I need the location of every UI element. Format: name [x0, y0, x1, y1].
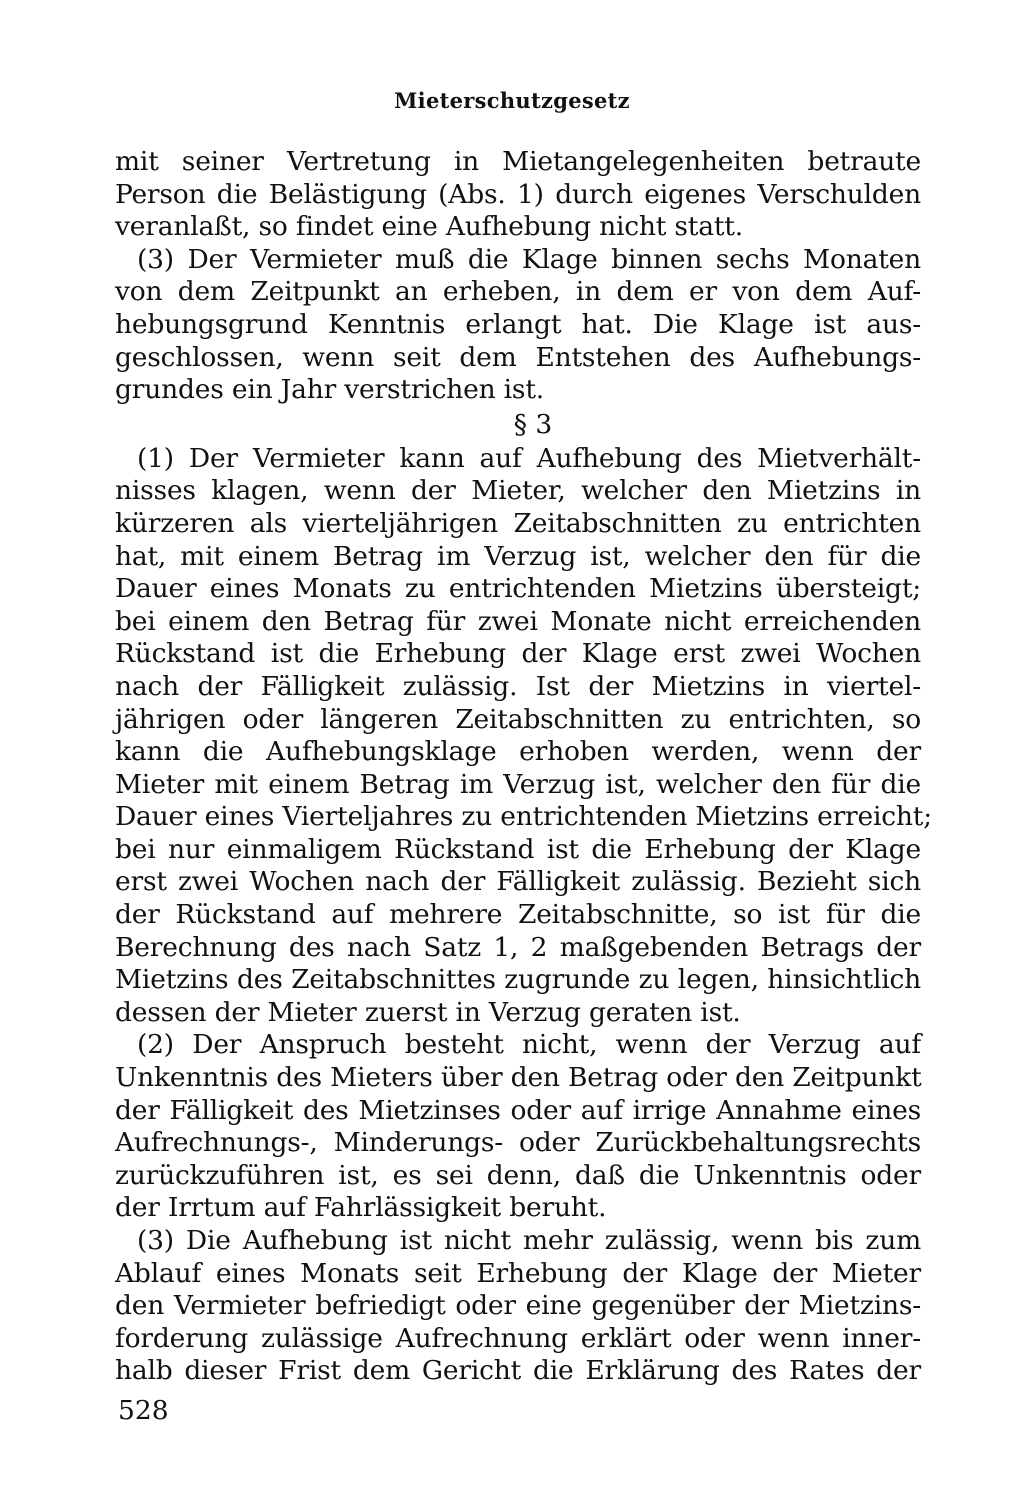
text-line: (1) Der Vermieter kann auf Aufhebung des Mietverhält-	[137, 442, 921, 474]
page-number: 528	[118, 1395, 169, 1426]
text-line: erst zwei Wochen nach der Fälligkeit zulässig. Bezieht sich	[115, 866, 921, 898]
text-line: zurückzuführen ist, es sei denn, daß die Unkenntnis oder	[115, 1159, 921, 1191]
text-line: forderung zulässige Aufrechnung erklärt oder wenn inner-	[115, 1322, 921, 1354]
text-line: Mieter mit einem Betrag im Verzug ist, welcher den für die	[115, 768, 921, 800]
text-line: hat, mit einem Betrag im Verzug ist, welcher den für die	[115, 540, 921, 572]
text-line: der Fälligkeit des Mietzinses oder auf irrige Annahme eines	[115, 1094, 921, 1126]
text-line: bei nur einmaligem Rückstand ist die Erhebung der Klage	[115, 833, 921, 865]
running-head: Mieterschutzgesetz	[394, 88, 630, 113]
text-line: nisses klagen, wenn der Mieter, welcher den Mietzins in	[115, 475, 921, 507]
section-heading: § 3	[513, 408, 553, 440]
body-text	[115, 146, 932, 1388]
text-line: Dauer eines Vierteljahres zu entrichtenden Mietzins erreicht;	[115, 801, 932, 833]
paragraph-group-top	[115, 146, 921, 407]
text-line: der Irrtum auf Fahrlässigkeit beruht.	[115, 1192, 607, 1224]
text-line: bei einem den Betrag für zwei Monate nicht erreichenden	[115, 605, 921, 637]
text-line: grundes ein Jahr verstrichen ist.	[115, 374, 545, 406]
text-line: kürzeren als vierteljährigen Zeitabschnitten zu entrichten	[115, 507, 921, 539]
text-line: kann die Aufhebungsklage erhoben werden, wenn der	[115, 736, 921, 768]
text-line: der Rückstand auf mehrere Zeitabschnitte, so ist für die	[115, 899, 921, 931]
text-line: Unkenntnis des Mieters über den Betrag oder den Zeitpunkt	[115, 1062, 922, 1094]
text-line: Person die Belästigung (Abs. 1) durch eigenes Verschulden	[115, 178, 921, 210]
text-line: halb dieser Frist dem Gericht die Erklärung des Rates der	[115, 1355, 921, 1387]
text-line: von dem Zeitpunkt an erheben, in dem er von dem Auf-	[115, 276, 921, 308]
text-line: nach der Fälligkeit zulässig. Ist der Mietzins in viertel-	[115, 670, 921, 702]
text-line: Dauer eines Monats zu entrichtenden Mietzins übersteigt;	[115, 573, 921, 605]
text-line: mit seiner Vertretung in Mietangelegenheiten betraute	[115, 146, 921, 177]
paragraph-group-bottom	[115, 442, 932, 1388]
text-line: veranlaßt, so findet eine Aufhebung nicht statt.	[115, 211, 743, 243]
text-line: jährigen oder längeren Zeitabschnitten zu entrichten, so	[115, 703, 921, 735]
text-line: (3) Die Aufhebung ist nicht mehr zulässig, wenn bis zum	[137, 1225, 921, 1256]
text-line: Ablauf eines Monats seit Erhebung der Klage der Mieter	[115, 1257, 921, 1289]
text-line: Mietzins des Zeitabschnittes zugrunde zu legen, hinsichtlich	[115, 964, 921, 996]
text-line: Berechnung des nach Satz 1, 2 maßgebenden Betrags der	[115, 931, 921, 963]
text-line: den Vermieter befriedigt oder eine gegenüber der Mietzins-	[115, 1290, 921, 1322]
text-line: dessen der Mieter zuerst in Verzug geraten ist.	[115, 996, 741, 1028]
text-line: Aufrechnungs-, Minderungs- oder Zurückbehaltungsrechts	[115, 1127, 921, 1159]
text-line: geschlossen, wenn seit dem Entstehen des Aufhebungs-	[115, 341, 921, 373]
text-line: hebungsgrund Kenntnis erlangt hat. Die Klage ist aus-	[115, 308, 921, 340]
text-line: (3) Der Vermieter muß die Klage binnen sechs Monaten	[137, 243, 921, 275]
text-line: (2) Der Anspruch besteht nicht, wenn der Verzug auf	[137, 1029, 921, 1061]
text-line: Rückstand ist die Erhebung der Klage erst zwei Wochen	[115, 638, 921, 670]
